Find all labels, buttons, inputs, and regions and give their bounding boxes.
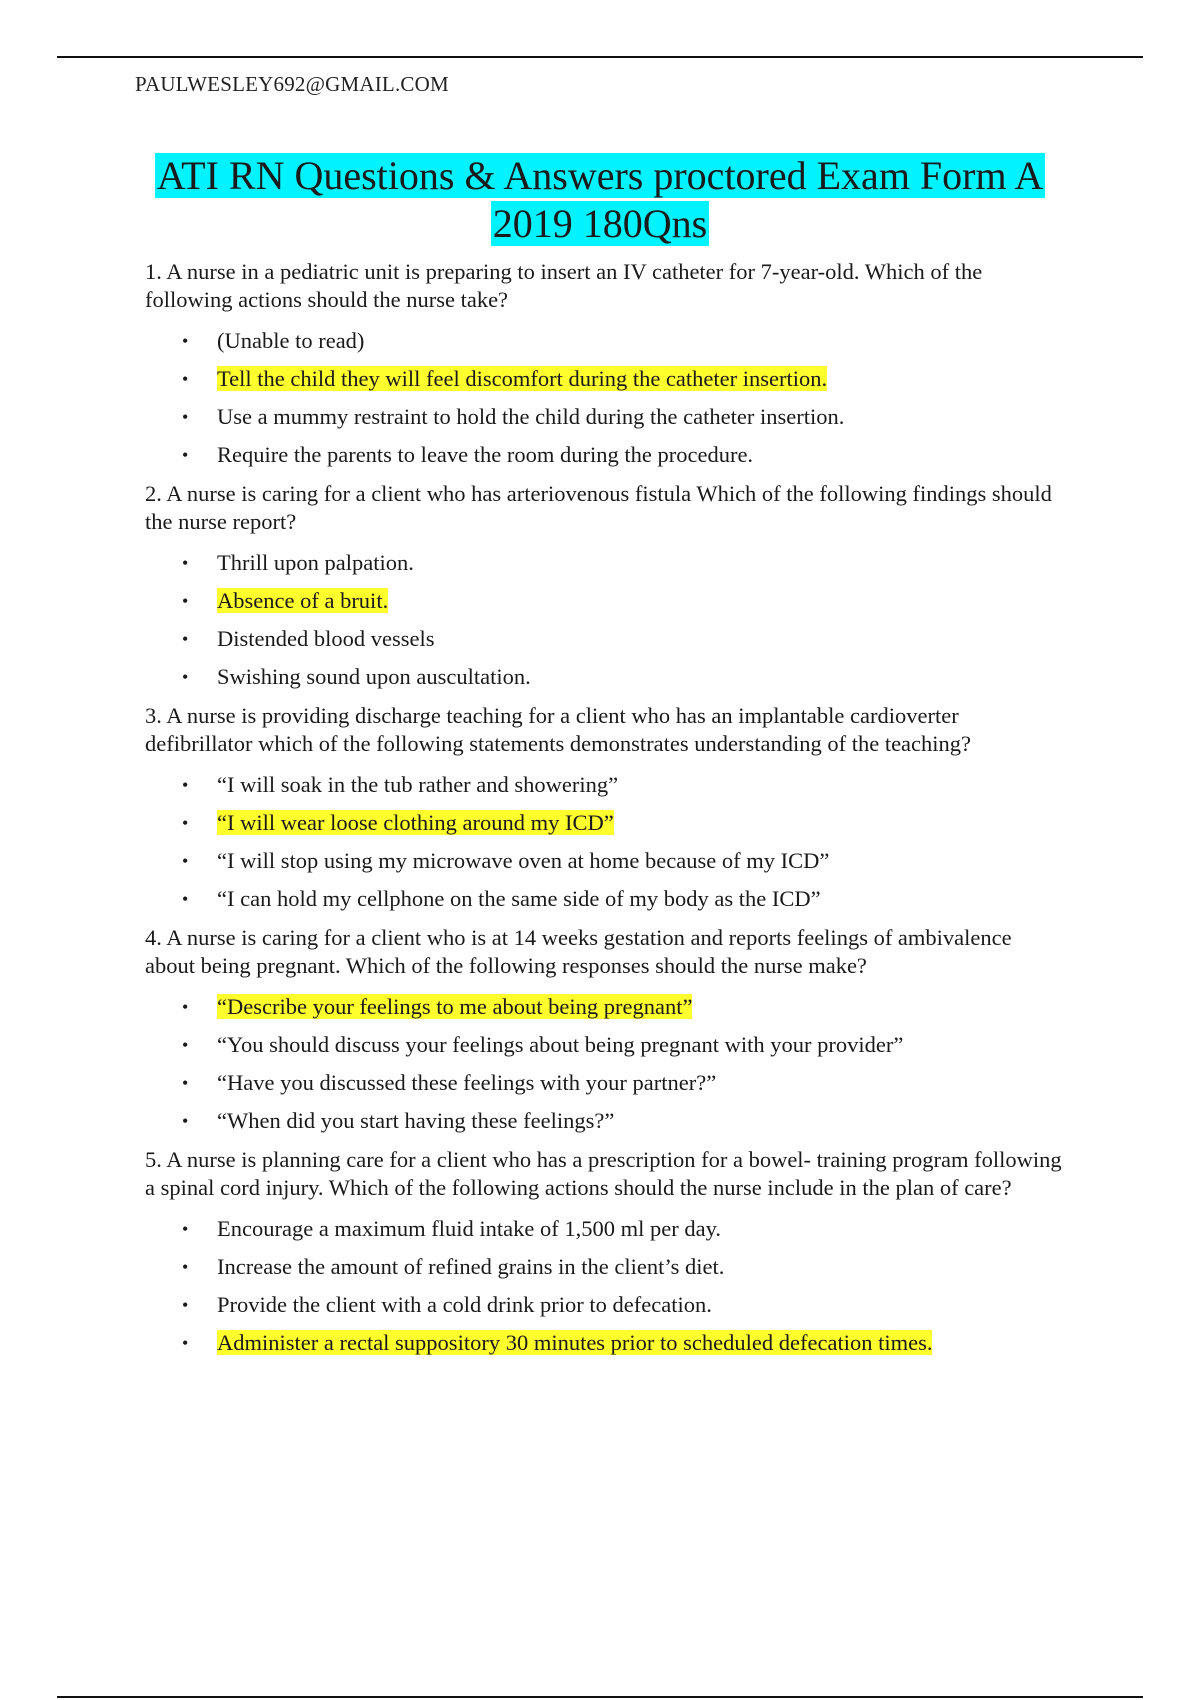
options-list xyxy=(145,544,1065,696)
question-text: 5. A nurse is planning care for a client who has a prescription for a bowel- training program following a spinal cord injury. Which of the following actions should the nurse include in the plan of care? xyxy=(145,1147,1062,1200)
question-text: 2. A nurse is caring for a client who has arteriovenous fistula Which of the following findings should the nurse report? xyxy=(145,481,1052,534)
option-item xyxy=(145,1210,1065,1248)
question-text: 4. A nurse is caring for a client who is at 14 weeks gestation and reports feelings of ambivalence about being pregnant. Which of the following responses should the nurse make? xyxy=(145,925,1012,978)
option-text: Increase the amount of refined grains in the client’s diet. xyxy=(217,1254,725,1279)
option-item xyxy=(145,1102,1065,1140)
bullet-icon: • xyxy=(182,1295,189,1315)
question-block xyxy=(145,924,1065,1140)
bullet-icon: • xyxy=(182,1111,189,1131)
option-item xyxy=(145,436,1065,474)
option-text: Swishing sound upon auscultation. xyxy=(217,664,531,689)
option-item xyxy=(145,544,1065,582)
bullet-icon: • xyxy=(182,889,189,909)
option-item-answer xyxy=(145,1324,1065,1362)
option-text: Require the parents to leave the room during the procedure. xyxy=(217,442,754,467)
bullet-icon: • xyxy=(182,629,189,649)
option-item xyxy=(145,322,1065,360)
option-item xyxy=(145,658,1065,696)
question-text: 1. A nurse in a pediatric unit is preparing to insert an IV catheter for 7-year-old. Which of the following actions should the nurse take? xyxy=(145,259,983,312)
option-text-highlighted: “I will wear loose clothing around my ICD” xyxy=(217,810,614,835)
options-list xyxy=(145,766,1065,918)
bullet-icon: • xyxy=(182,445,189,465)
option-text: “You should discuss your feelings about being pregnant with your provider” xyxy=(217,1032,904,1057)
bullet-icon: • xyxy=(182,591,189,611)
questions-list xyxy=(145,258,1065,1368)
title-line-1: ATI RN Questions & Answers proctored Exam Form A xyxy=(156,153,1044,198)
question-text: 3. A nurse is providing discharge teaching for a client who has an implantable cardioverter defibrillator which of the following statements demonstrates understanding of the teaching? xyxy=(145,703,972,756)
question-block xyxy=(145,702,1065,918)
option-item xyxy=(145,766,1065,804)
option-text: Distended blood vessels xyxy=(217,626,435,651)
option-text: “I will stop using my microwave oven at home because of my ICD” xyxy=(217,848,830,873)
bullet-icon: • xyxy=(182,407,189,427)
question-block xyxy=(145,480,1065,696)
bullet-icon: • xyxy=(182,1333,189,1353)
bullet-icon: • xyxy=(182,1035,189,1055)
option-text-highlighted: “Describe your feelings to me about being pregnant” xyxy=(217,994,693,1019)
option-item xyxy=(145,880,1065,918)
option-item xyxy=(145,1248,1065,1286)
option-item-answer xyxy=(145,804,1065,842)
option-item xyxy=(145,842,1065,880)
option-item xyxy=(145,1026,1065,1064)
option-text: “I will soak in the tub rather and showering” xyxy=(217,772,619,797)
bullet-icon: • xyxy=(182,997,189,1017)
option-text: (Unable to read) xyxy=(217,328,365,353)
option-text: Thrill upon palpation. xyxy=(217,550,414,575)
option-text: Use a mummy restraint to hold the child during the catheter insertion. xyxy=(217,404,845,429)
bullet-icon: • xyxy=(182,369,189,389)
option-text: “When did you start having these feelings?” xyxy=(217,1108,615,1133)
title-line-2: 2019 180Qns xyxy=(492,201,708,246)
options-list xyxy=(145,1210,1065,1362)
option-item-answer xyxy=(145,582,1065,620)
option-text: Encourage a maximum fluid intake of 1,500 ml per day. xyxy=(217,1216,722,1241)
footer-divider xyxy=(57,1696,1143,1698)
option-text: “I can hold my cellphone on the same side of my body as the ICD” xyxy=(217,886,821,911)
option-text-highlighted: Absence of a bruit. xyxy=(217,588,389,613)
options-list xyxy=(145,322,1065,474)
header-divider xyxy=(57,56,1143,58)
bullet-icon: • xyxy=(182,1257,189,1277)
bullet-icon: • xyxy=(182,667,189,687)
option-item-answer xyxy=(145,988,1065,1026)
option-text: “Have you discussed these feelings with your partner?” xyxy=(217,1070,717,1095)
options-list xyxy=(145,988,1065,1140)
header-email: PAULWESLEY692@GMAIL.COM xyxy=(135,72,449,96)
option-text-highlighted: Administer a rectal suppository 30 minutes prior to scheduled defecation times. xyxy=(217,1330,933,1355)
document-title xyxy=(120,152,1080,248)
bullet-icon: • xyxy=(182,813,189,833)
option-item-answer xyxy=(145,360,1065,398)
option-text-highlighted: Tell the child they will feel discomfort during the catheter insertion. xyxy=(217,366,828,391)
bullet-icon: • xyxy=(182,851,189,871)
option-item xyxy=(145,1064,1065,1102)
bullet-icon: • xyxy=(182,1219,189,1239)
option-item xyxy=(145,398,1065,436)
bullet-icon: • xyxy=(182,553,189,573)
option-item xyxy=(145,620,1065,658)
bullet-icon: • xyxy=(182,775,189,795)
question-block xyxy=(145,258,1065,474)
question-block xyxy=(145,1146,1065,1362)
bullet-icon: • xyxy=(182,1073,189,1093)
bullet-icon: • xyxy=(182,331,189,351)
option-text: Provide the client with a cold drink prior to defecation. xyxy=(217,1292,712,1317)
option-item xyxy=(145,1286,1065,1324)
